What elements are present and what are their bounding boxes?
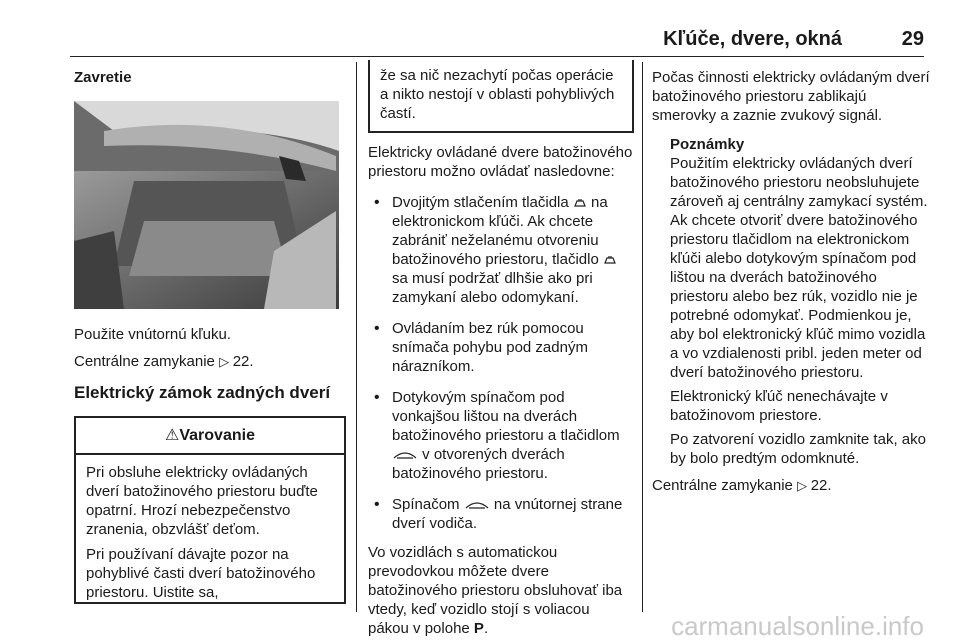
note-text: Elektronický kľúč nenechávajte v batožinovom priestore. bbox=[670, 388, 888, 424]
list-item bbox=[368, 193, 634, 307]
note-text: Po zatvorení vozidlo zamknite tak, ako by bolo predtým odomknuté. bbox=[670, 431, 926, 467]
list-item bbox=[368, 495, 634, 533]
page-number: 29 bbox=[901, 28, 924, 50]
paragraph-text: . bbox=[483, 620, 489, 637]
column-right bbox=[652, 62, 934, 495]
note-block bbox=[652, 135, 934, 468]
section-heading: Zavretie bbox=[74, 69, 132, 86]
paragraph: Použite vnútornú kľuku. bbox=[74, 326, 231, 343]
cross-reference: 22. bbox=[232, 353, 254, 370]
list-text: Dotykovým spínačom pod vonkajšou lištou na dverách batožinového priestoru a tlačidlom bbox=[392, 389, 620, 444]
list-text: na elektronickom kľúči. Ak chcete zabrániť neželanému otvoreniu batožinového priestoru, tlačidlo bbox=[392, 194, 608, 268]
triangle-ref-icon: ▷ bbox=[219, 354, 233, 369]
gear-position: P bbox=[473, 620, 484, 637]
warning-title: Varovanie bbox=[179, 427, 255, 444]
column-divider bbox=[642, 62, 643, 612]
warning-text: že sa nič nezachytí počas operácie a nikto nestojí v oblasti pohyblivých častí. bbox=[380, 67, 615, 122]
paragraph bbox=[652, 476, 934, 495]
section-title: Elektrický zámok zadných dverí bbox=[74, 383, 331, 402]
note-text: Použitím elektricky ovládaných dverí batožinového priestoru neobsluhujete zároveň aj centrálny zamykací systém. Ak chcete otvoriť dvere batožinového priestoru tlačidlom na elektronickom kľúči alebo dotykovým spínačom pod lištou na dverách batožinového priestoru alebo bez rúk, vozidlo nie je potrebné odomykať. Podmienkou je, aby bol elektronický kľúč mimo vozidla a vo vzdialenosti pribl. jeden meter od dverí batožinového priestoru. bbox=[670, 155, 928, 381]
column-middle bbox=[368, 62, 634, 638]
paragraph: Počas činnosti elektricky ovládaným dverí batožinového priestoru zablikajú smerovky a zaznie zvukový signál. bbox=[652, 69, 930, 124]
warning-text: Pri používaní dávajte pozor na pohyblivé časti dverí batožinového priestoru. Uistite sa, bbox=[86, 546, 316, 601]
tailgate-key-icon bbox=[603, 255, 617, 265]
warning-box-continued bbox=[368, 60, 634, 133]
tailgate-switch-icon bbox=[392, 450, 418, 460]
tailgate-key-icon bbox=[573, 198, 587, 208]
warning-box bbox=[74, 416, 346, 604]
list-item bbox=[368, 319, 634, 376]
paragraph: Elektricky ovládané dvere batožinového priestoru možno ovládať nasledovne: bbox=[368, 144, 633, 180]
tailgate-interior-photo bbox=[74, 101, 339, 309]
warning-header bbox=[76, 418, 344, 455]
warning-text: Pri obsluhe elektricky ovládaných dverí batožinového priestoru buďte opatrní. Hrozí nebezpečenstvo zranenia, obzvlášť deťom. bbox=[86, 464, 318, 538]
triangle-ref-icon: ▷ bbox=[797, 478, 811, 493]
paragraph-text: Centrálne zamykanie bbox=[652, 477, 798, 494]
list-text: sa musí podržať dlhšie ako pri zamykaní alebo odomykaní. bbox=[392, 270, 593, 306]
list-text: na vnútornej strane dverí vodiča. bbox=[392, 496, 623, 532]
paragraph bbox=[74, 352, 346, 371]
note-title: Poznámky bbox=[670, 136, 745, 153]
tailgate-switch-icon bbox=[464, 500, 490, 510]
list-text: v otvorených dverách batožinového priestoru. bbox=[392, 446, 565, 482]
page-header-title: Kľúče, dvere, okná bbox=[663, 28, 842, 50]
paragraph bbox=[368, 543, 634, 638]
warning-body bbox=[76, 455, 344, 602]
list-text: Ovládaním bez rúk pomocou snímača pohybu pod zadným nárazníkom. bbox=[392, 320, 588, 375]
column-left bbox=[74, 62, 346, 604]
list-text: Dvojitým stlačením tlačidla bbox=[392, 194, 573, 211]
warning-triangle-icon: ⚠ bbox=[165, 427, 180, 444]
list-text: Spínačom bbox=[392, 496, 464, 513]
header-rule bbox=[70, 56, 924, 57]
list-item bbox=[368, 388, 634, 483]
cross-reference: 22. bbox=[810, 477, 832, 494]
paragraph-text: Vo vozidlách s automatickou prevodovkou môžete dvere batožinového priestoru obsluhovať iba vtedy, keď vozidlo stojí s voliacou pákou v polohe bbox=[368, 544, 623, 637]
watermark: carmanualsonline.info bbox=[671, 611, 924, 641]
column-divider bbox=[356, 62, 357, 612]
paragraph-text: Centrálne zamykanie bbox=[74, 353, 220, 370]
